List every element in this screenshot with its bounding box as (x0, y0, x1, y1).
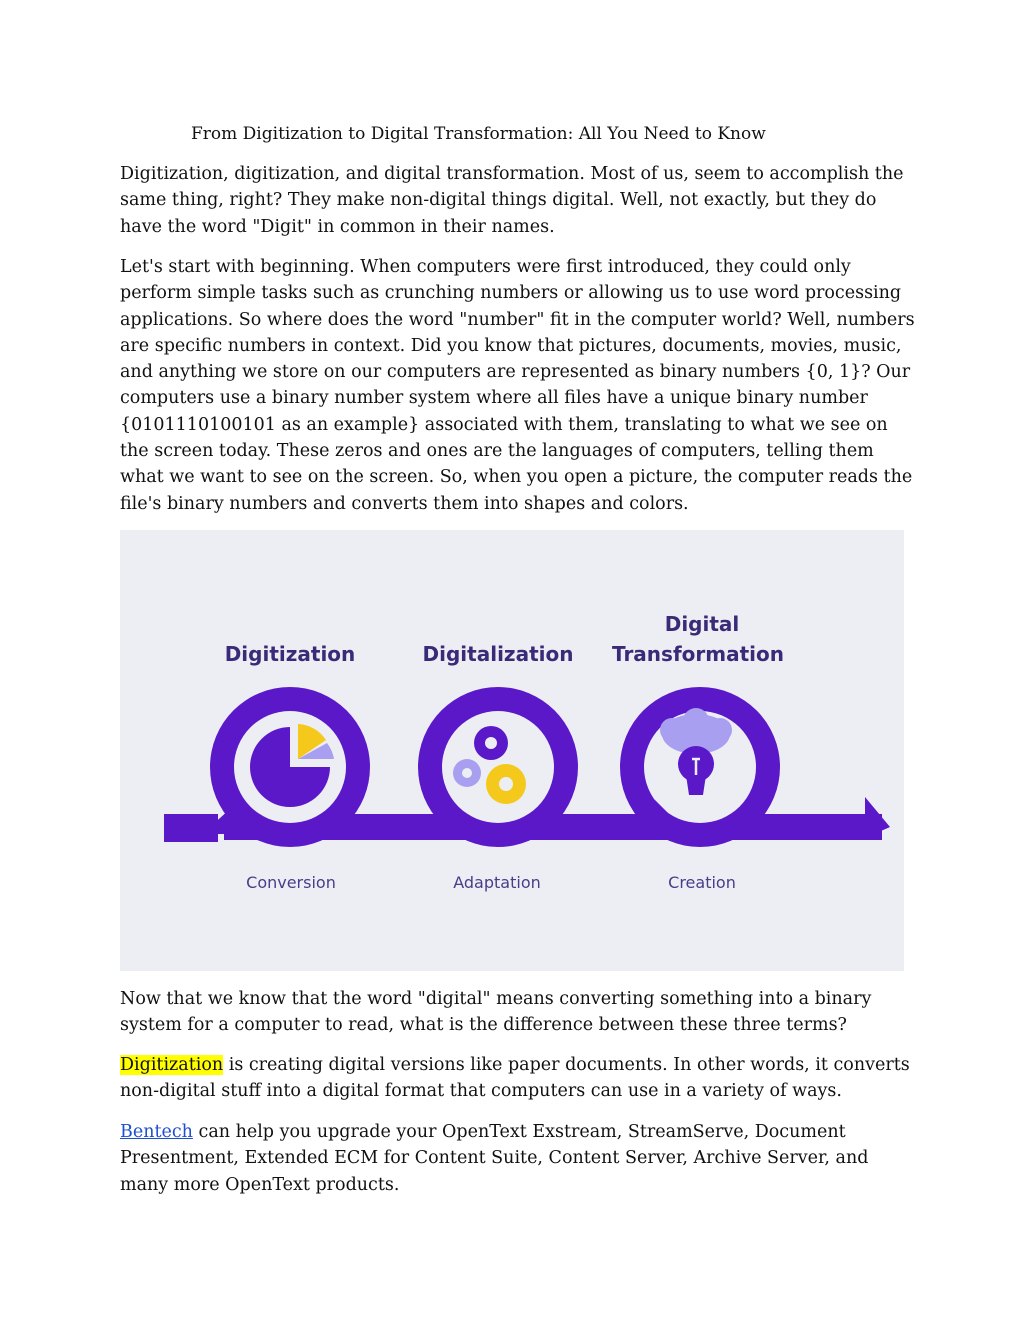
stage-caption-conversion: Conversion (246, 873, 336, 892)
stage-title-digitization: Digitization (224, 642, 356, 666)
digitization-definition-text: is creating digital versions like paper documents. In other words, it converts non-digital stuff into a digital format that computers can use in a variety of ways. (120, 1055, 910, 1102)
bentech-paragraph (120, 1119, 920, 1198)
digitization-definition-paragraph (120, 1052, 920, 1105)
stage-title-transformation-line2: Transformation (612, 642, 784, 666)
stage-caption-adaptation: Adaptation (453, 873, 541, 892)
terms-question-paragraph: Now that we know that the word "digital" means converting something into a binary system for a computer to read, what is the difference between these three terms? (120, 989, 872, 1036)
document-title: From Digitization to Digital Transformation: All You Need to Know (191, 124, 766, 144)
intro-paragraph: Digitization, digitization, and digital transformation. Most of us, seem to accomplish the same thing, right? They make non-digital things digital. Well, not exactly, but they do have the word "Digit" in common in their names. (120, 164, 904, 237)
stage-caption-creation: Creation (668, 873, 736, 892)
stage-title-digital-line1: Digital (664, 612, 740, 636)
bentech-paragraph-text: can help you upgrade your OpenText Exstream, StreamServe, Document Presentment, Extended ECM for Content Suite, Content Server, Archive Server, and many more OpenText products. (120, 1122, 869, 1195)
bentech-link[interactable]: Bentech (120, 1122, 193, 1142)
binary-explanation-paragraph: Let's start with beginning. When computers were first introduced, they could only perform simple tasks such as crunching numbers or allowing us to use word processing applications. So where does the word "number" fit in the computer world? Well, numbers are specific numbers in context. Did you know that pictures, documents, movies, music, and anything we store on our computers are represented as binary numbers {0, 1}? Our computers use a binary number system where all files have a unique binary number {0101110100101 as an example} associated with them, translating to what we see on the screen today. These zeros and ones are the languages of computers, telling them what we want to see on the screen. So, when you open a picture, the computer reads the file's binary numbers and converts them into shapes and colors. (120, 257, 915, 514)
digitization-highlight: Digitization (120, 1055, 224, 1075)
stage-title-digitalization: Digitalization (422, 642, 574, 666)
digital-transformation-infographic (120, 530, 904, 971)
